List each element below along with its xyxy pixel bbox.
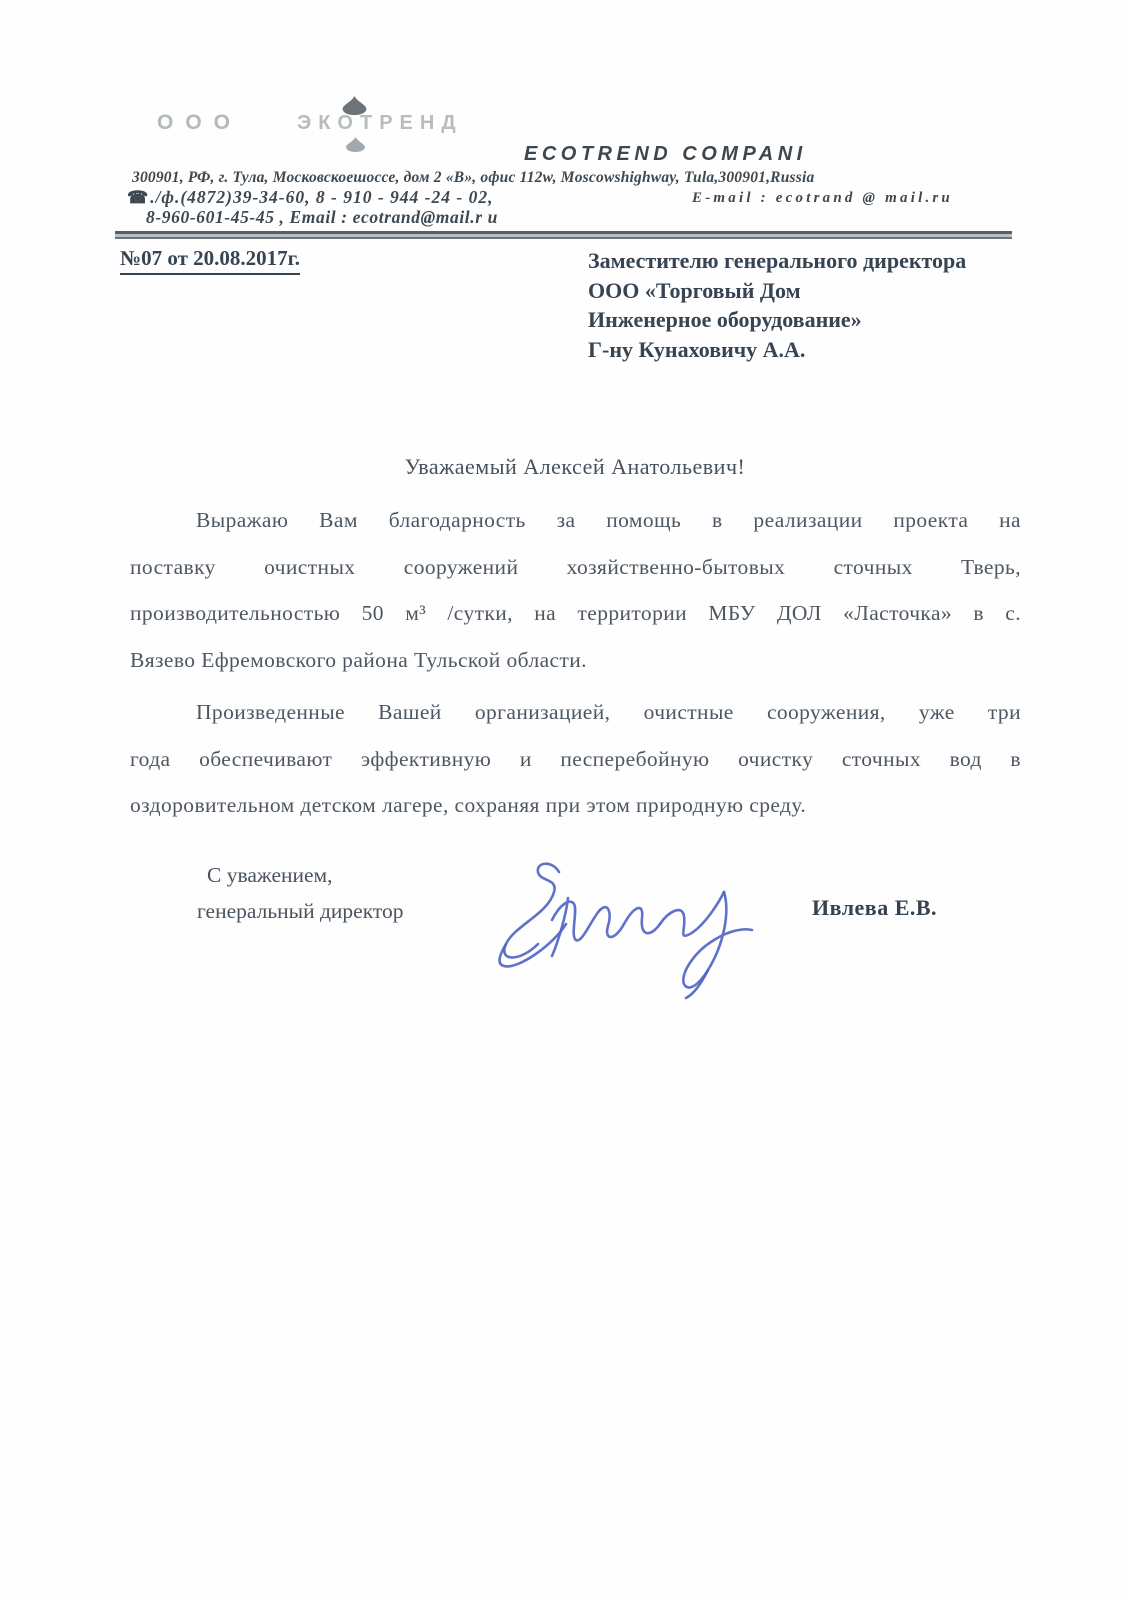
recipient-line: ООО «Торговый Дом bbox=[588, 277, 801, 303]
salutation: Уважаемый Алексей Анатольевич! bbox=[404, 454, 746, 479]
telephone-icon: ☎ bbox=[127, 188, 150, 207]
body-line: оздоровительном детском лагере, сохраняя при этом природную среду. bbox=[130, 793, 807, 817]
phone-line-2: 8-960-601-45-45 , Email : ecotrand@mail.r u bbox=[146, 207, 498, 227]
logo-ooo-text: ООО bbox=[157, 111, 243, 134]
body-line: года обеспечивают эффективную и песперебойную очистку сточных вод в bbox=[130, 746, 1021, 771]
phone-line-1-text: ./ф.(4872)39-34-60, 8 - 910 - 944 -24 - 02, bbox=[150, 187, 494, 207]
company-address: 300901, РФ, г. Тула, Московскоешоссе, дом 2 «В», офис 112w, Moscowshighway, Tula,300901,Russia bbox=[132, 169, 815, 186]
reference-number-date: №07 от 20.08.2017г. bbox=[120, 246, 300, 275]
letter-body bbox=[130, 497, 1021, 829]
body-line: Выражаю Вам благодарность за помощь в реализации проекта на bbox=[196, 508, 1021, 532]
company-name-en: ECOTREND COMPANI bbox=[524, 143, 807, 165]
closing-line: генеральный директор bbox=[197, 899, 404, 923]
recipient-block bbox=[588, 246, 1028, 364]
email-address-right: E-mail : ecotrand @ mail.ru bbox=[692, 190, 953, 206]
closing-block bbox=[197, 857, 404, 929]
water-drop-icon bbox=[346, 137, 365, 152]
body-line: Вязево Ефремовского района Тульской области. bbox=[130, 647, 587, 672]
signer-name: Ивлева Е.В. bbox=[812, 895, 938, 920]
logo-brand-text: ЭКОТРЕНД bbox=[297, 112, 463, 134]
recipient-line: Инженерное оборудование» bbox=[588, 307, 862, 332]
recipient-line: Г-ну Кунаховичу А.А. bbox=[588, 336, 806, 362]
body-line: поставку очистных сооружений хозяйственно-бытовых сточных Тверь, bbox=[130, 554, 1021, 579]
handwritten-signature bbox=[462, 840, 762, 1002]
closing-line: С уважением, bbox=[207, 863, 333, 887]
recipient-line: Заместителю генерального директора bbox=[588, 248, 967, 273]
body-line: производительностью 50 м³ /сутки, на территории МБУ ДОЛ «Ласточка» в с. bbox=[130, 601, 1021, 625]
body-line: Произведенные Вашей организацией, очистные сооружения, уже три bbox=[196, 700, 1021, 724]
phone-line-1 bbox=[127, 187, 493, 208]
header-divider bbox=[115, 231, 1012, 239]
